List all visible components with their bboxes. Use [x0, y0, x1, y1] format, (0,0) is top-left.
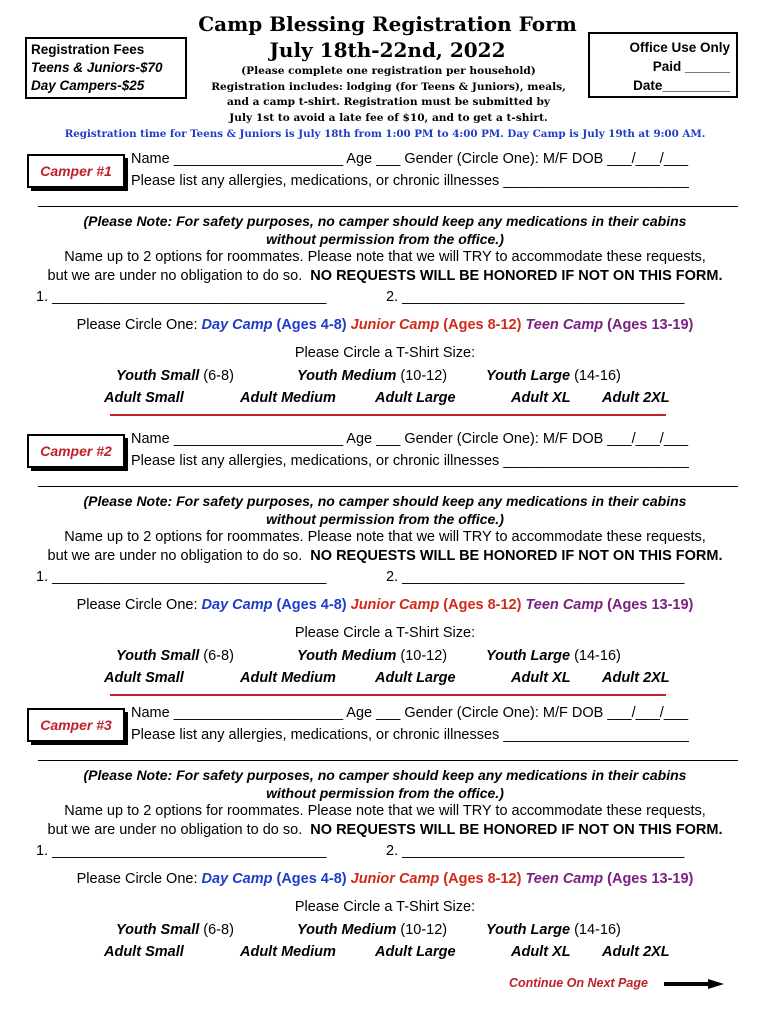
roommate-instructions	[0, 528, 770, 566]
day-camp-option[interactable]: Day Camp	[201, 871, 273, 887]
tshirt-size-label: Please Circle a T-Shirt Size:	[294, 625, 476, 641]
roommate-options	[36, 843, 746, 859]
youth-large-option[interactable]	[486, 648, 621, 664]
roommate-obligation: but we are under no obligation to do so.	[47, 548, 303, 564]
roommate-option-2[interactable]: 2. ___________________________________	[386, 569, 685, 585]
allergies-field[interactable]: Please list any allergies, medications, or chronic illnesses _______________________	[131, 727, 689, 743]
roommate-option-1[interactable]: 1. __________________________________	[36, 843, 327, 859]
youth-medium-label: Youth Medium	[297, 648, 397, 664]
adult-small-option[interactable]: Adult Small	[104, 670, 184, 686]
junior-camp-ages: (Ages 8-12)	[443, 871, 522, 887]
medication-note-line2: without permission from the office.)	[266, 231, 504, 247]
allergies-continuation-line[interactable]	[38, 486, 738, 487]
adult-large-option[interactable]: Adult Large	[375, 390, 456, 406]
section-divider	[110, 694, 666, 696]
office-use-heading: Office Use Only	[629, 40, 730, 55]
registration-info	[196, 64, 581, 126]
roommate-warning: NO REQUESTS WILL BE HONORED IF NOT ON THIS FORM.	[310, 548, 723, 564]
allergies-field[interactable]: Please list any allergies, medications, or chronic illnesses _______________________	[131, 173, 689, 189]
youth-large-range: (14-16)	[574, 648, 621, 664]
form-dates: July 18th-22nd, 2022	[269, 38, 506, 62]
youth-medium-range: (10-12)	[400, 368, 448, 384]
allergies-continuation-line[interactable]	[38, 206, 738, 207]
allergies-field[interactable]: Please list any allergies, medications, or chronic illnesses _______________________	[131, 453, 689, 469]
roommate-instructions	[0, 802, 770, 840]
adult-large-option[interactable]: Adult Large	[375, 944, 456, 960]
allergies-continuation-line[interactable]	[38, 760, 738, 761]
registration-time-notice: Registration time for Teens & Juniors is July 18th from 1:00 PM to 4:00 PM. Day Camp is July 19th at 9:00 AM.	[64, 128, 706, 140]
medication-note-line1: (Please Note: For safety purposes, no camper should keep any medications in their cabins	[83, 213, 687, 229]
roommate-instructions	[0, 248, 770, 286]
youth-small-label: Youth Small	[116, 648, 200, 664]
youth-large-range: (14-16)	[574, 368, 621, 384]
adult-2xl-option[interactable]: Adult 2XL	[602, 390, 670, 406]
roommate-line1: Name up to 2 options for roommates. Please note that we will TRY to accommodate these requests,	[64, 529, 706, 545]
tshirt-size-label: Please Circle a T-Shirt Size:	[294, 899, 476, 915]
name-age-gender-dob-field[interactable]: Name _____________________ Age ___ Gender (Circle One): M/F DOB ___/___/___	[131, 431, 689, 447]
includes-note: Registration includes: lodging (for Teens & Juniors), meals,	[211, 80, 566, 93]
camper-label: Camper #1	[27, 154, 125, 188]
adult-2xl-option[interactable]: Adult 2XL	[602, 944, 670, 960]
adult-xl-option[interactable]: Adult XL	[511, 944, 571, 960]
junior-camp-option[interactable]: Junior Camp	[350, 317, 440, 333]
circle-one-label: Please Circle One:	[76, 597, 198, 613]
adult-small-option[interactable]: Adult Small	[104, 944, 184, 960]
adult-xl-option[interactable]: Adult XL	[511, 670, 571, 686]
adult-2xl-option[interactable]: Adult 2XL	[602, 670, 670, 686]
youth-small-option[interactable]	[116, 368, 234, 384]
office-use-box	[588, 32, 738, 98]
youth-small-label: Youth Small	[116, 922, 200, 938]
roommate-warning: NO REQUESTS WILL BE HONORED IF NOT ON THIS FORM.	[310, 268, 723, 284]
junior-camp-ages: (Ages 8-12)	[443, 597, 522, 613]
roommate-line1: Name up to 2 options for roommates. Please note that we will TRY to accommodate these requests,	[64, 803, 706, 819]
roommate-obligation: but we are under no obligation to do so.	[47, 822, 303, 838]
medication-note	[0, 212, 770, 248]
camper-label: Camper #2	[27, 434, 125, 468]
adult-small-option[interactable]: Adult Small	[104, 390, 184, 406]
youth-small-range: (6-8)	[203, 648, 234, 664]
teen-camp-ages: (Ages 13-19)	[607, 317, 694, 333]
medication-note	[0, 492, 770, 528]
teen-camp-ages: (Ages 13-19)	[607, 597, 694, 613]
tshirt-size-label: Please Circle a T-Shirt Size:	[294, 345, 476, 361]
youth-medium-option[interactable]	[297, 368, 447, 384]
camp-type-selection	[0, 597, 770, 613]
youth-medium-option[interactable]	[297, 648, 447, 664]
youth-small-range: (6-8)	[203, 368, 234, 384]
arrow-right-icon	[664, 979, 724, 989]
name-age-gender-dob-field[interactable]: Name _____________________ Age ___ Gender (Circle One): M/F DOB ___/___/___	[131, 151, 689, 167]
day-camp-option[interactable]: Day Camp	[201, 317, 273, 333]
youth-large-range: (14-16)	[574, 922, 621, 938]
youth-medium-range: (10-12)	[400, 922, 448, 938]
junior-camp-option[interactable]: Junior Camp	[350, 871, 440, 887]
fees-heading: Registration Fees	[31, 42, 145, 57]
youth-small-option[interactable]	[116, 922, 234, 938]
day-camp-option[interactable]: Day Camp	[201, 597, 273, 613]
teen-camp-option[interactable]: Teen Camp	[525, 317, 604, 333]
teen-camp-option[interactable]: Teen Camp	[525, 597, 604, 613]
medication-note-line2: without permission from the office.)	[266, 785, 504, 801]
office-paid-field[interactable]: Paid ______	[652, 59, 730, 74]
youth-large-option[interactable]	[486, 922, 621, 938]
junior-camp-option[interactable]: Junior Camp	[350, 597, 440, 613]
continue-next-page: Continue On Next Page	[509, 976, 648, 990]
medication-note-line2: without permission from the office.)	[266, 511, 504, 527]
medication-note	[0, 766, 770, 802]
household-note: (Please complete one registration per household)	[241, 65, 536, 77]
adult-medium-option[interactable]: Adult Medium	[240, 670, 336, 686]
youth-medium-option[interactable]	[297, 922, 447, 938]
roommate-line1: Name up to 2 options for roommates. Please note that we will TRY to accommodate these requests,	[64, 249, 706, 265]
youth-large-label: Youth Large	[486, 648, 571, 664]
roommate-options	[36, 569, 746, 585]
roommate-line2	[0, 821, 770, 840]
camp-type-selection	[0, 871, 770, 887]
includes-note-2: and a camp t-shirt. Registration must be submitted by	[226, 96, 551, 108]
form-title: Camp Blessing Registration Form	[198, 12, 577, 36]
name-age-gender-dob-field[interactable]: Name _____________________ Age ___ Gender (Circle One): M/F DOB ___/___/___	[131, 705, 689, 721]
camp-type-selection	[0, 317, 770, 333]
youth-small-range: (6-8)	[203, 922, 234, 938]
youth-large-label: Youth Large	[486, 368, 571, 384]
late-fee-note: July 1st to avoid a late fee of $10, and to get a t-shirt.	[229, 111, 548, 124]
youth-medium-range: (10-12)	[400, 648, 448, 664]
day-camp-ages: (Ages 4-8)	[276, 871, 347, 887]
circle-one-label: Please Circle One:	[76, 317, 198, 333]
youth-small-option[interactable]	[116, 648, 234, 664]
fees-day-campers: Day Campers-$25	[31, 78, 145, 93]
adult-large-option[interactable]: Adult Large	[375, 670, 456, 686]
roommate-line2	[0, 267, 770, 286]
roommate-obligation: but we are under no obligation to do so.	[47, 268, 303, 284]
youth-large-label: Youth Large	[486, 922, 571, 938]
day-camp-ages: (Ages 4-8)	[276, 597, 347, 613]
roommate-option-2[interactable]: 2. ___________________________________	[386, 289, 685, 305]
medication-note-line1: (Please Note: For safety purposes, no camper should keep any medications in their cabins	[83, 767, 687, 783]
adult-medium-option[interactable]: Adult Medium	[240, 944, 336, 960]
day-camp-ages: (Ages 4-8)	[276, 317, 347, 333]
youth-small-label: Youth Small	[116, 368, 200, 384]
adult-medium-option[interactable]: Adult Medium	[240, 390, 336, 406]
roommate-warning: NO REQUESTS WILL BE HONORED IF NOT ON THIS FORM.	[310, 822, 723, 838]
roommate-line2	[0, 547, 770, 566]
teen-camp-option[interactable]: Teen Camp	[525, 871, 604, 887]
roommate-options	[36, 289, 746, 305]
section-divider	[110, 414, 666, 416]
office-date-field[interactable]: Date_________	[633, 78, 730, 93]
youth-large-option[interactable]	[486, 368, 621, 384]
registration-fees-box	[25, 37, 187, 99]
roommate-option-1[interactable]: 1. __________________________________	[36, 289, 327, 305]
roommate-option-2[interactable]: 2. ___________________________________	[386, 843, 685, 859]
roommate-option-1[interactable]: 1. __________________________________	[36, 569, 327, 585]
teen-camp-ages: (Ages 13-19)	[607, 871, 694, 887]
camper-label: Camper #3	[27, 708, 125, 742]
fees-teens-juniors: Teens & Juniors-$70	[31, 60, 163, 75]
adult-xl-option[interactable]: Adult XL	[511, 390, 571, 406]
medication-note-line1: (Please Note: For safety purposes, no camper should keep any medications in their cabins	[83, 493, 687, 509]
youth-medium-label: Youth Medium	[297, 922, 397, 938]
youth-medium-label: Youth Medium	[297, 368, 397, 384]
circle-one-label: Please Circle One:	[76, 871, 198, 887]
junior-camp-ages: (Ages 8-12)	[443, 317, 522, 333]
